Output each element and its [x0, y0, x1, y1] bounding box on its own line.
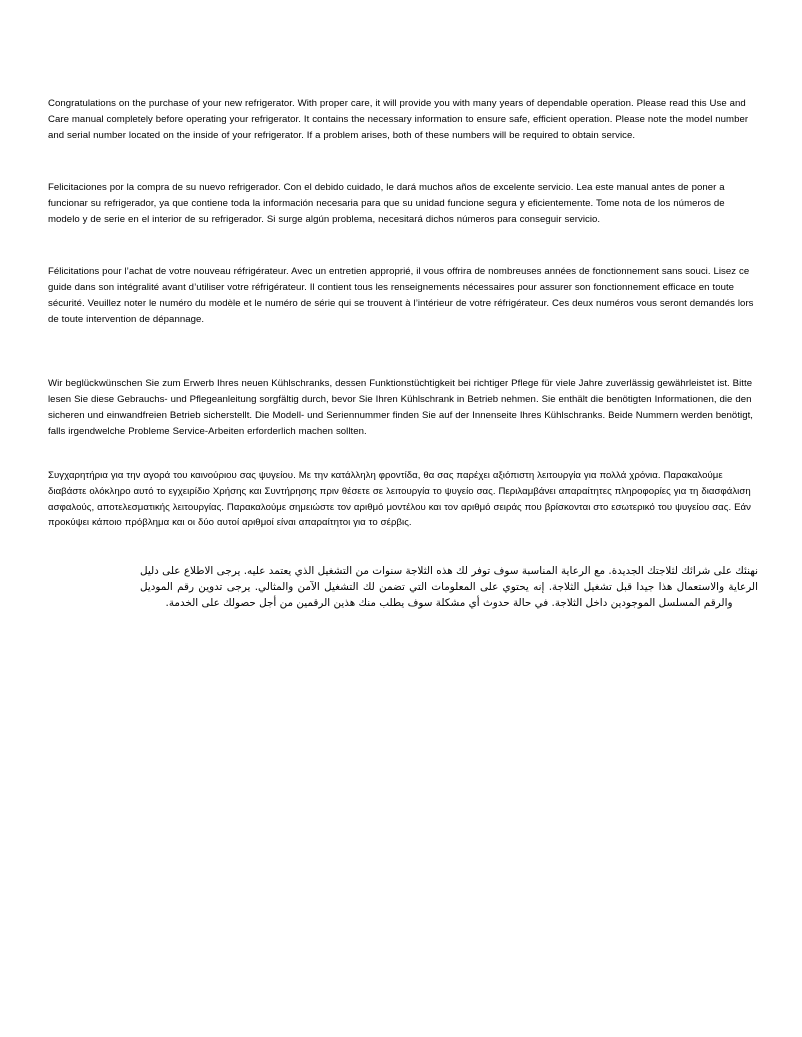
paragraph-german: Wir beglückwünschen Sie zum Erwerb Ihres neuen Kühlschranks, dessen Funktionstüchtigkeit bei richtiger Pflege für viele Jahre zuverlässig gewährleistet ist. Bitte lesen Sie diese Gebrauchs- und Pflegeanleitung sorgfältig durch, bevor Sie Ihren Kühlschrank in Betrieb nehmen. Sie enthält die benötigten Informationen, die den sicheren und einwandfreien Betrieb sicherstellt. Die Modell- und Seriennummer finden Sie auf der Innenseite Ihres Kühlschranks. Beide Nummern werden benötigt, falls irgendwelche Probleme Service-Arbeiten erforderlich machen sollten. [48, 378, 754, 437]
paragraph-spanish: Felicitaciones por la compra de su nuevo refrigerador. Con el debido cuidado, le dará muchos años de excelente servicio. Lea este manual antes de poner a funcionar su refrigerador, ya que contiene toda la información necesaria para que su unidad funcione segura y eficientemente. Tome nota de los números de modelo y de serie en el interior de su refrigerador. Si surge algún problema, necesitará dichos números para conseguir servicio. [48, 181, 725, 225]
paragraph-spacer [48, 144, 758, 180]
paragraph-spacer [48, 227, 758, 264]
paragraph-spacer [48, 440, 758, 468]
text-column [48, 96, 758, 622]
paragraph-french: Félicitations pour l’achat de votre nouveau réfrigérateur. Avec un entretien approprié, il vous offrira de nombreuses années de fonctionnement sans souci. Lisez ce guide dans son intégralité avant d’utiliser votre réfrigérateur. Il contient tous les renseignements nécessaires pour assurer son fonctionnement efficace en toute sécurité. Veuillez noter le numéro du modèle et le numéro de série qui se trouvent à l’intérieur de votre réfrigérateur. Ces deux numéros vous seront demandés lors de toute intervention de dépannage. [48, 266, 754, 326]
paragraph-spacer [48, 531, 758, 552]
paragraph-arabic: نهنئك على شرائك لثلاجتك الجديدة. مع الرعاية المناسبة سوف توفر لك هذه الثلاجة سنوات من التشغيل الذي يعتمد عليه. يرجى الاطلاع على دليل الرعاية والاستعمال هذا جيدا قبل تشغيل الثلاجة. إنه يحتوي على المعلومات التي تضمن لك التشغيل الآمن والمثالي. يرجى تدوين رقم الموديل والرقم المسلسل الموجودين داخل الثلاجة. في حالة حدوث أي مشكلة سوف يطلب منك هذين الرقمين من أجل حصولك على الخدمة. [140, 564, 758, 610]
paragraph-spacer [48, 328, 758, 376]
paragraph-english: Congratulations on the purchase of your new refrigerator. With proper care, it will provide you with many years of dependable operation. Please read this Use and Care manual completely before operating your refrigerator. It contains the necessary information to ensure safe, efficient operation. Please note the model number and serial number located on the inside of your refrigerator. If a problem arises, both of these numbers will be required to obtain service. [48, 98, 749, 141]
paragraph-greek: Συγχαρητήρια για την αγορά του καινούριου σας ψυγείου. Με την κατάλληλη φροντίδα, θα σας παρέχει αξιόπιστη λειτουργία για πολλά χρόνια. Παρακαλούμε διαβάστε ολόκληρο αυτό το εγχειρίδιο Χρήσης και Συντήρησης πριν θέσετε σε λειτουργία το ψυγείο σας. Περιλαμβάνει απαραίτητες πληροφορίες για τη διασφάλιση ασφαλούς, αποτελεσματικής λειτουργίας. Παρακαλούμε σημειώστε τον αριθμό μοντέλου και τον αριθμό σειράς που βρίσκονται στο εσωτερικό του ψυγείου σας. Εάν προκύψει κάποιο πρόβλημα και οι δύο αυτοί αριθμοί είναι απαραίτητοι για το σέρβις. [48, 469, 751, 529]
